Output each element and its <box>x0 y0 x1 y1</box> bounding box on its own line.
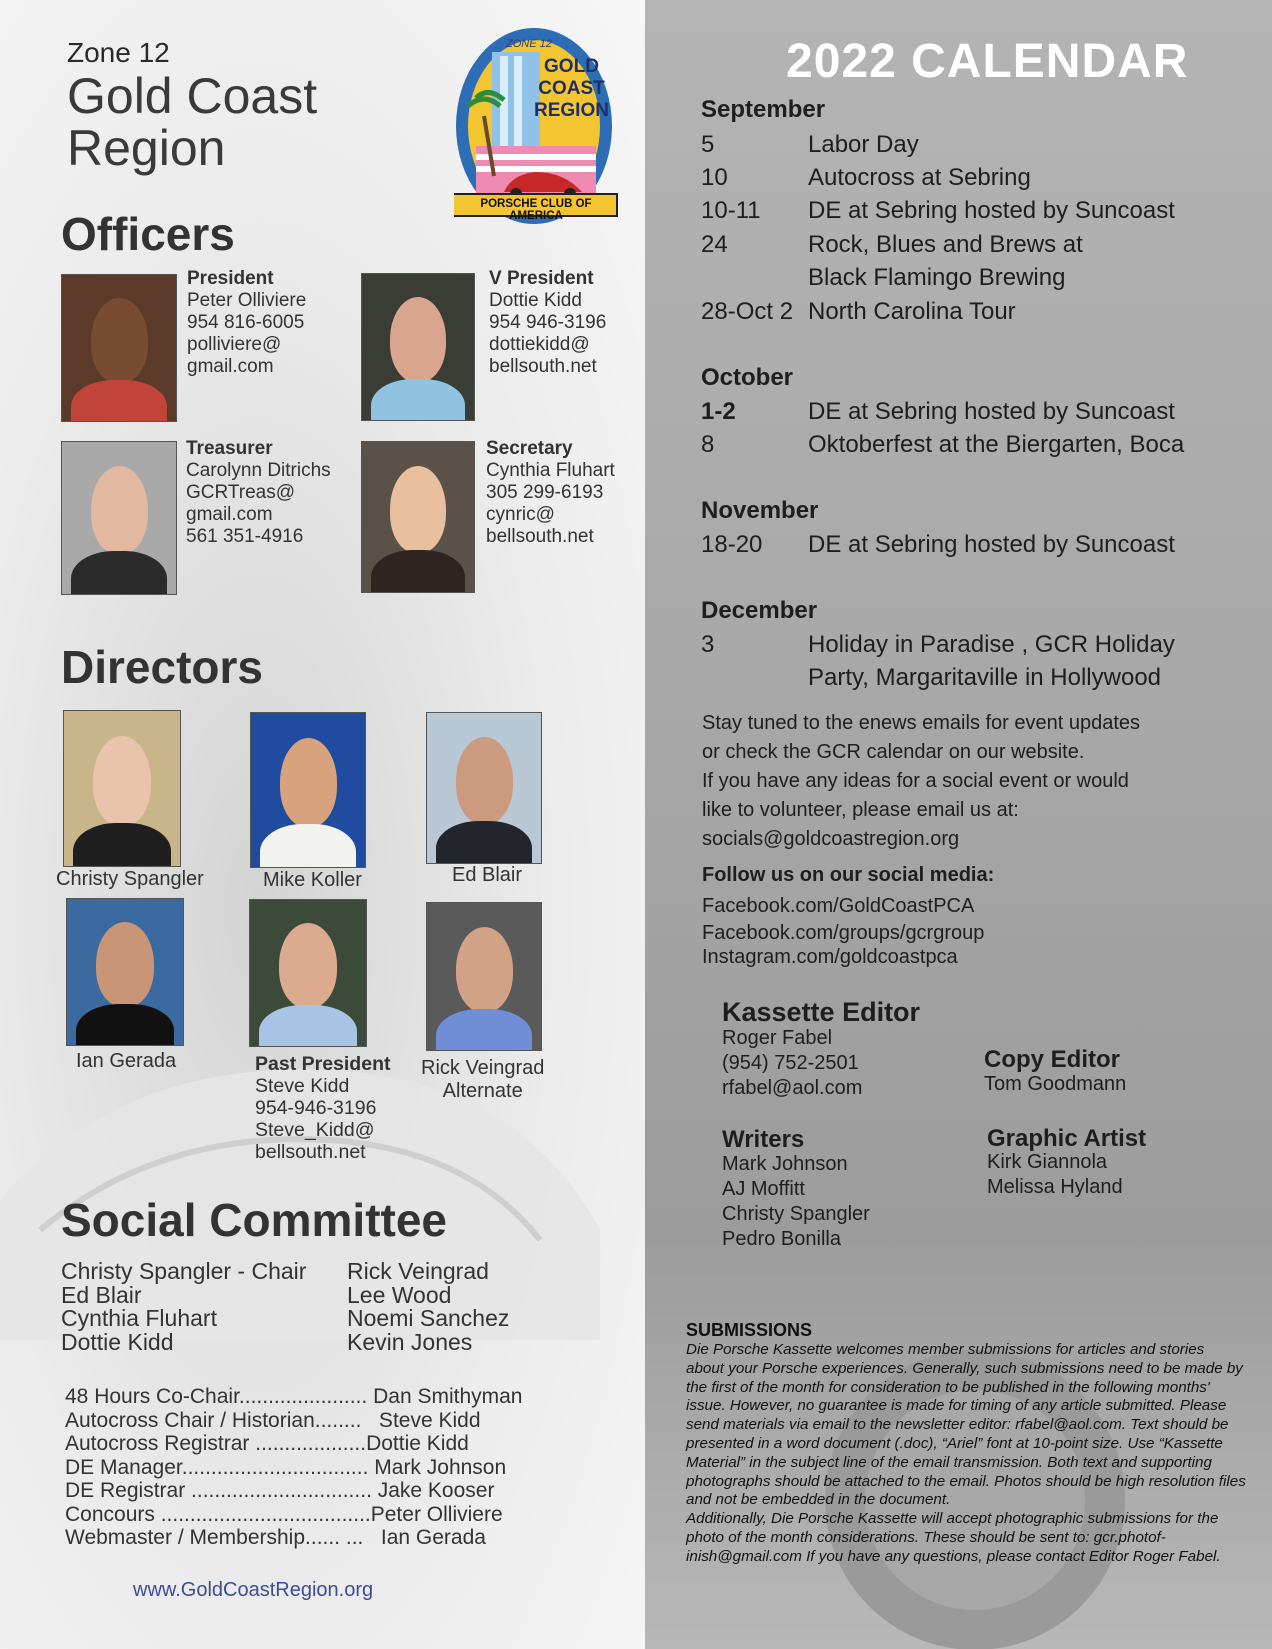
social-links <box>702 893 984 971</box>
submissions-heading: SUBMISSIONS <box>686 1320 813 1340</box>
event-date: 18-20 <box>701 531 763 558</box>
event-title: DE at Sebring hosted by Suncoast <box>808 398 1175 425</box>
socials-email[interactable]: socials@goldcoastregion.org <box>702 828 960 850</box>
director-name: Christy Spangler <box>56 868 204 890</box>
logo-zone: ZONE 12 <box>506 38 552 50</box>
vpresident-info: V President Dottie Kidd 954 946-3196 dottiekidd@ bellsouth.net <box>489 268 607 377</box>
chair-row: 48 Hours Co-Chair...................... Dan Smithyman <box>65 1385 523 1408</box>
officers-heading: Officers <box>61 208 235 260</box>
chairs-list <box>65 1385 523 1550</box>
region-title: Gold Coast Region <box>67 68 318 176</box>
secretary-info: Secretary Cynthia Fluhart 305 299-6193 cynric@ bellsouth.net <box>486 438 615 547</box>
month-december: December <box>701 597 818 624</box>
copy-editor-info: Tom Goodmann <box>984 1073 1127 1095</box>
secretary-photo <box>361 441 475 593</box>
logo-wordmark: GOLD COAST REGION <box>534 56 609 121</box>
writers-title: Writers <box>722 1126 805 1153</box>
vpresident-photo <box>361 273 475 421</box>
event-title: Black Flamingo Brewing <box>808 264 1066 291</box>
graphic-artist-title: Graphic Artist <box>987 1125 1147 1152</box>
website-link[interactable]: www.GoldCoastRegion.org <box>133 1579 374 1601</box>
graphic-artist-list: Kirk Giannola Melissa Hyland <box>987 1151 1123 1198</box>
social-committee-col1: Christy Spangler - Chair Ed Blair Cynthia Fluhart Dottie Kidd <box>61 1258 307 1355</box>
event-date: 8 <box>701 431 715 458</box>
directors-heading: Directors <box>61 641 263 693</box>
follow-heading: Follow us on our social media: <box>702 864 995 886</box>
event-title: Rock, Blues and Brews at <box>808 231 1083 258</box>
event-date: 3 <box>701 631 715 658</box>
calendar-title: 2022 CALENDAR <box>786 35 1189 88</box>
event-title: Autocross at Sebring <box>808 164 1031 191</box>
director-name: Ed Blair <box>452 864 523 886</box>
past-president-photo <box>249 899 367 1047</box>
chair-row: Autocross Chair / Historian........ Steve Kidd <box>65 1408 481 1432</box>
director-name: Mike Koller <box>263 869 362 891</box>
treasurer-info: Treasurer Carolynn Ditrichs GCRTreas@ gmail.com 561 351-4916 <box>186 438 331 547</box>
logo-banner: PORSCHE CLUB OF AMERICA <box>480 198 592 222</box>
director-photo-ian <box>66 898 184 1046</box>
alternate-caption: Rick Veingrad Alternate <box>421 1057 545 1102</box>
event-date: 1-2 <box>701 398 736 425</box>
pca-logo <box>454 26 624 226</box>
event-date: 10 <box>701 164 728 191</box>
event-title: Party, Margaritaville in Hollywood <box>808 664 1162 691</box>
alternate-photo <box>426 902 542 1051</box>
event-title: DE at Sebring hosted by Suncoast <box>808 197 1175 224</box>
event-title: North Carolina Tour <box>808 298 1016 325</box>
director-photo-ed <box>426 712 542 864</box>
event-title: Holiday in Paradise , GCR Holiday <box>808 631 1175 658</box>
treasurer-photo <box>61 441 177 595</box>
president-info: President Peter Olliviere 954 816-6005 polliviere@ gmail.com <box>187 268 307 377</box>
copy-editor-title: Copy Editor <box>984 1046 1120 1073</box>
event-title: Labor Day <box>808 131 919 158</box>
instagram-link[interactable]: Instagram.com/goldcoastpca <box>702 946 958 968</box>
writers-list: Mark Johnson AJ Moffitt Christy Spangler Pedro Bonilla <box>722 1153 870 1250</box>
event-date: 5 <box>701 131 715 158</box>
kassette-editor-info: Roger Fabel (954) 752-2501 rfabel@aol.com <box>722 1027 863 1099</box>
director-photo-mike <box>250 712 366 868</box>
event-date: 24 <box>701 231 728 258</box>
director-photo-christy <box>63 710 181 867</box>
month-october: October <box>701 364 794 391</box>
event-date: 28-Oct 2 <box>701 298 794 325</box>
kassette-editor-title: Kassette Editor <box>722 997 921 1027</box>
social-committee-col2: Rick Veingrad Lee Wood Noemi Sanchez Kevin Jones <box>347 1258 510 1355</box>
chair-row: Webmaster / Membership...... ... Ian Gerada <box>65 1526 486 1549</box>
director-name: Ian Gerada <box>76 1050 177 1072</box>
chair-row: DE Manager................................ Mark Johnson <box>65 1455 507 1479</box>
chair-row: Concours ....................................Peter Olliviere <box>65 1502 503 1526</box>
facebook-link[interactable]: Facebook.com/GoldCoastPCA <box>702 895 975 917</box>
event-title: DE at Sebring hosted by Suncoast <box>808 531 1175 558</box>
past-president-info: Past President Steve Kidd 954-946-3196 Steve_Kidd@ bellsouth.net <box>255 1053 391 1163</box>
submissions-text: Die Porsche Kassette welcomes member submissions for articles and stories about your Porsche experiences. Generally, such submissions need to be made by the first of the month for consideration to be published in the following months' issue. However, no guarantee is made for timing of any article submitted. Please send materials via email to the newsletter editor: rfabel@aol.com. Text should be presented in a word document (.doc), “Ariel” font at 10-point size. Use “Kassette Material” in the subject line of the email transmission. Both text and supporting photographs should be attached to the email. Photos should be high resolution files and not be embedded in the document. Additionally, Die Porsche Kassette will accept photographic submissions for the photo of the month considerations. These should be sent to: gcr.photof-inish@gmail.com If you have any questions, please contact Editor Roger Fabel. <box>686 1341 1246 1565</box>
event-title: Oktoberfest at the Biergarten, Boca <box>808 431 1185 458</box>
event-notes: Stay tuned to the enews emails for event updates or check the GCR calendar on our website. If you have any ideas for a social event or would like to volunteer, please email us at: socials@goldcoastregion.org <box>702 709 1140 854</box>
event-date: 10-11 <box>701 197 761 224</box>
chair-row: Autocross Registrar ...................Dottie Kidd <box>65 1432 469 1455</box>
president-photo <box>61 274 177 422</box>
zone-label: Zone 12 <box>67 37 170 68</box>
facebook-group-link[interactable]: Facebook.com/groups/gcrgroup <box>702 922 985 944</box>
month-november: November <box>701 497 819 524</box>
chair-row: DE Registrar ............................... Jake Kooser <box>65 1479 495 1502</box>
month-september: September <box>701 96 826 123</box>
social-committee-heading: Social Committee <box>61 1194 447 1246</box>
